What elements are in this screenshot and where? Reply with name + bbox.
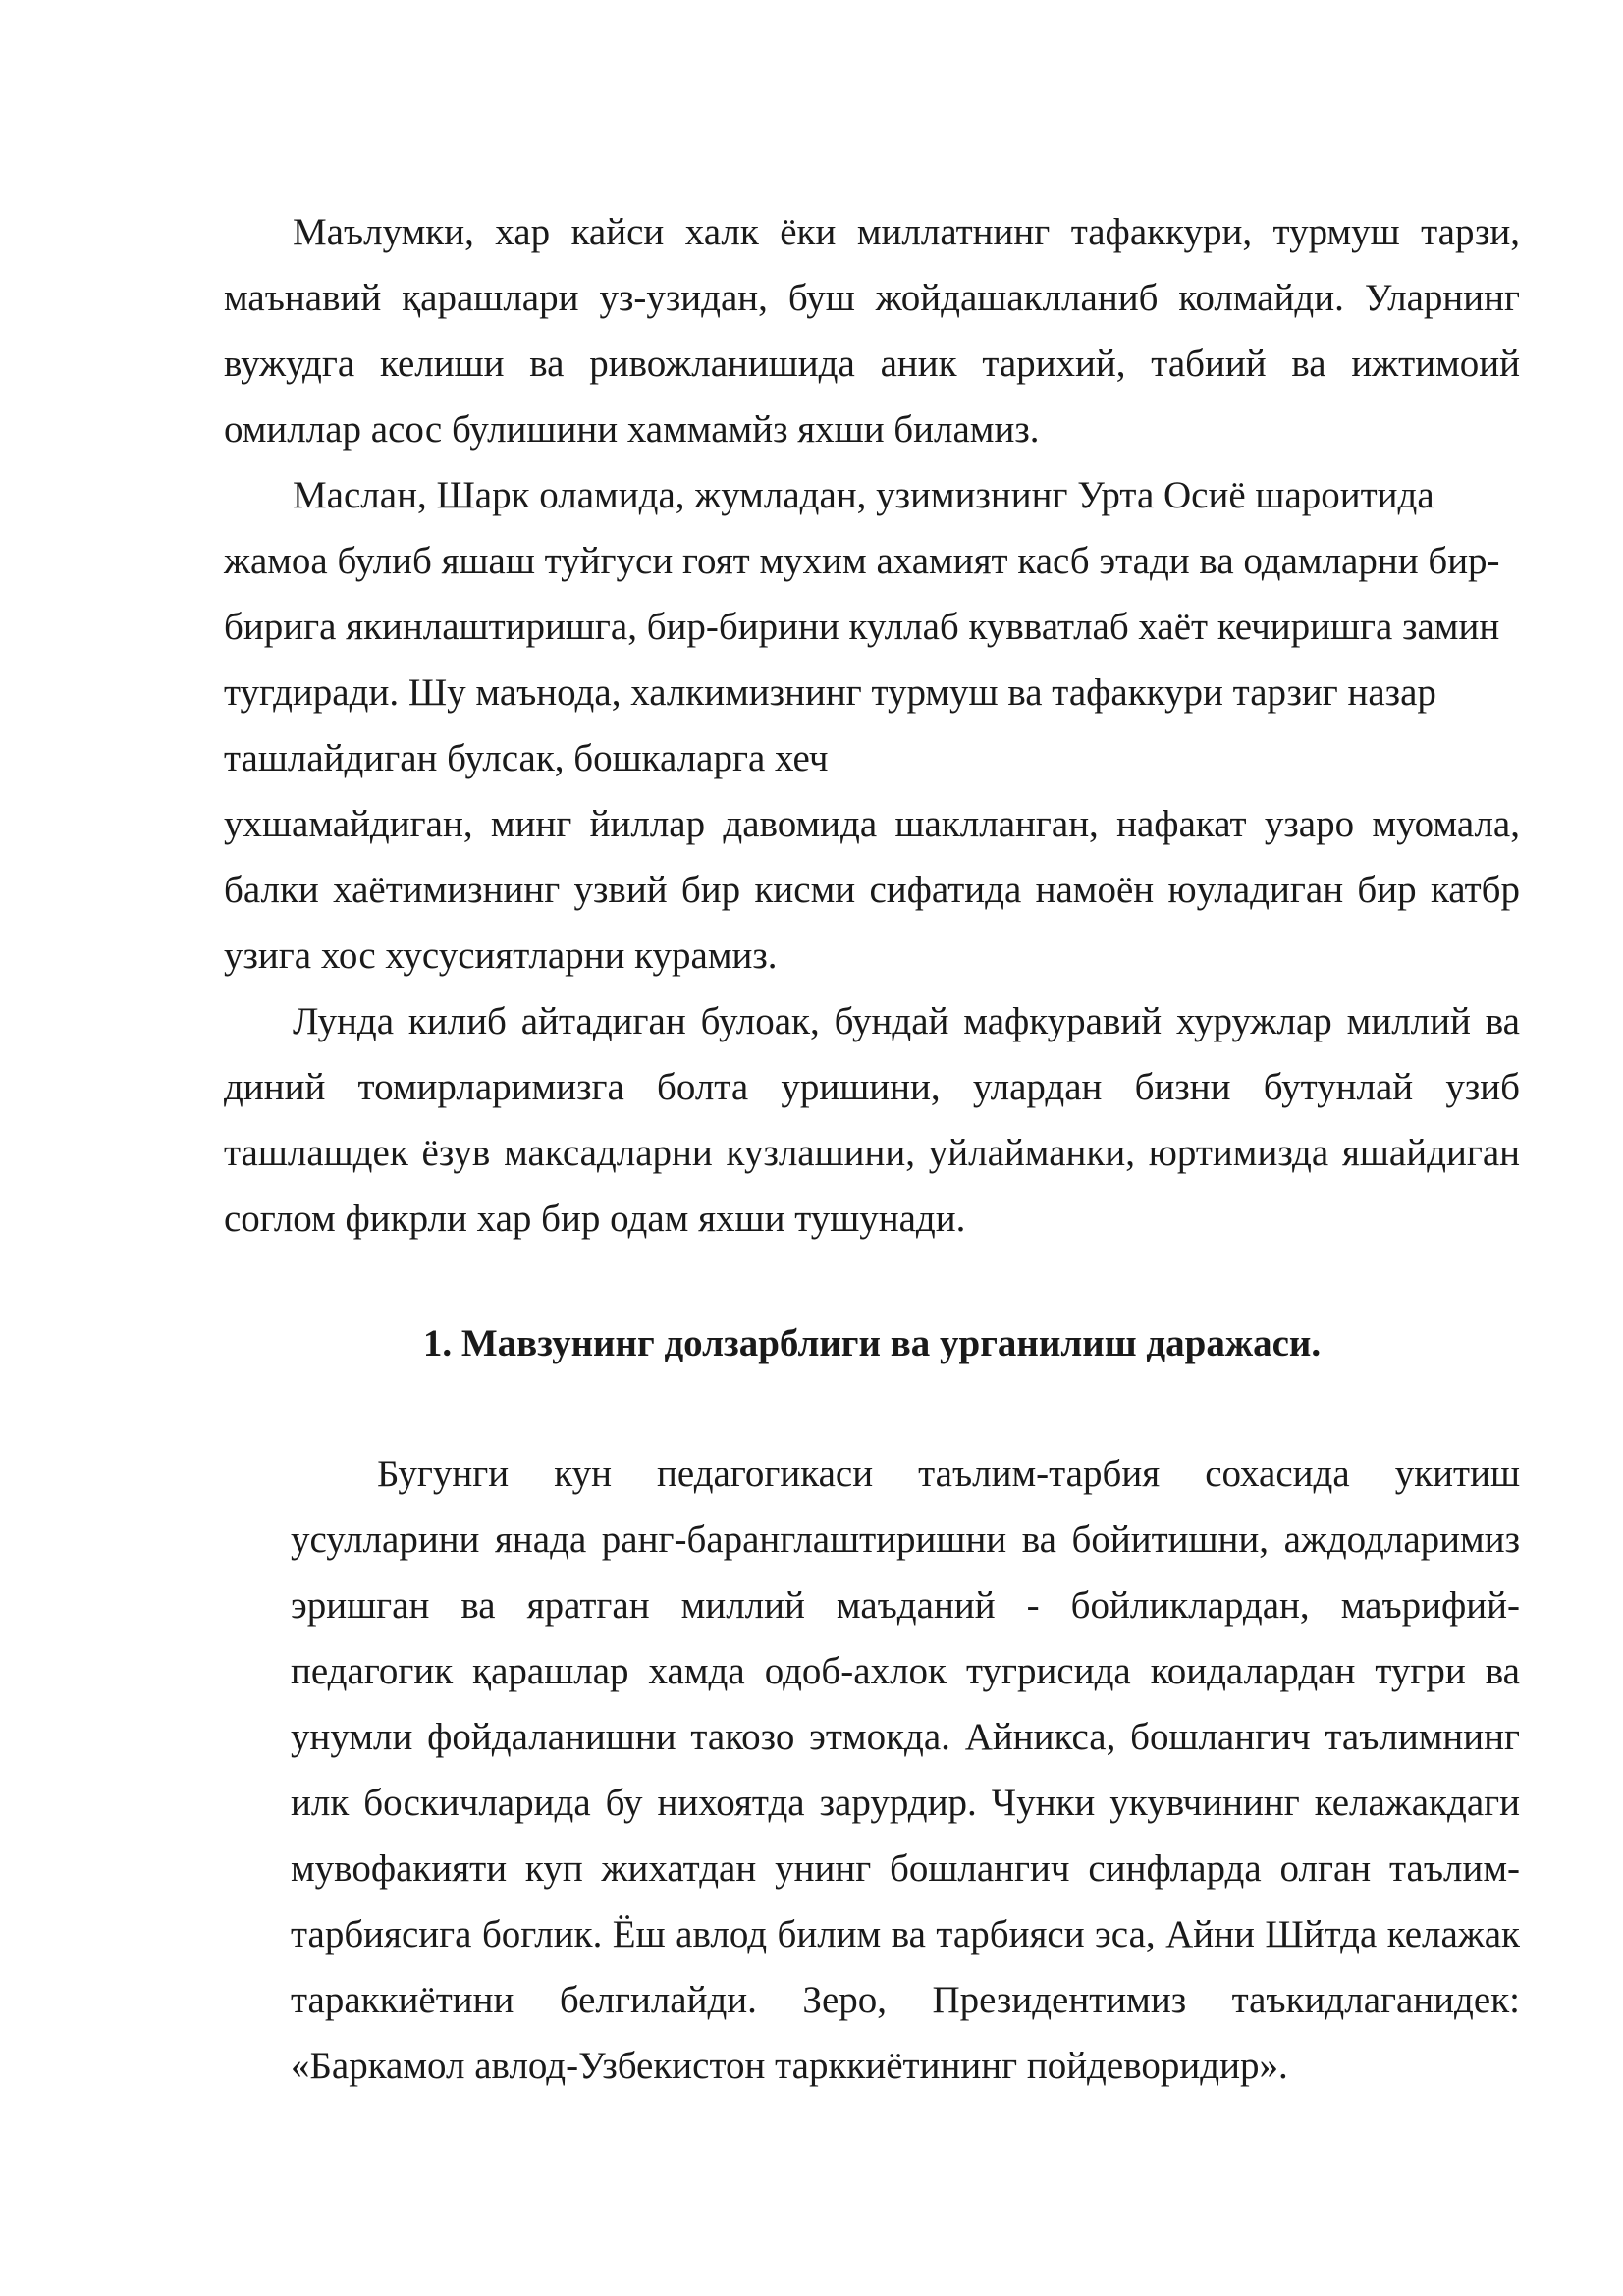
paragraph-4: Лунда килиб айтадиган булоак, бундай мафкуравий хуружлар миллий ва диний томирларимизга болта уришини, улардан бизни бутунлай узиб ташлашдек ёзув максадларни кузлашини, уйлайманки, юртимизда яшайдиган соглом фикрли хар бир одам яхши тушунади.	[224, 1000, 1520, 1240]
section-paragraph-1: Бугунги кун педагогикаси таълим-тарбия сохасида укитиш усулларини янада ранг-баранглаштиришни ва бойитишни, аждодларимиз эришган ва яратган миллий маъданий - бойликлардан, маърифий-педагогик қарашлар хамда одоб-ахлок тугрисида коидалардан тугри ва унумли фойдаланишни такозо этмокда. Айникса, бошлангич таълимнинг илк боскичларида бу нихоятда зарурдир. Чунки укувчининг келажакдаги мувофакияти куп жихатдан унинг бошлангич синфларда олган таълим-тарбиясига боглик. Ёш авлод билим ва тарбияси эса, Айни Шйтда келажак тараккиётини белгилайди. Зеро, Президентимиз таъкидлаганидек: «Баркамол авлод-Узбекистон тарккиётининг пойдеворидир».	[291, 1453, 1520, 2087]
paragraph-1: Маълумки, хар кайси халк ёки миллатнинг тафаккури, турмуш тарзи, маънавий қарашлари уз-узидан, буш жойдашаклланиб колмайди. Уларнинг вужудга келиши ва ривожланишида аник тарихий, табиий ва ижтимоий омиллар асос булишини хаммамйз яхши биламиз.	[224, 211, 1520, 451]
paragraph-3: ухшамайдиган, минг йиллар давомида шаклланган, нафакат узаро муомала, балки хаётимизнинг узвий бир кисми сифатида намоён юуладиган бир катбр узига хос хусусиятларни курамиз.	[224, 803, 1520, 977]
section-heading: 1. Мавзунинг долзарблиги ва урганилиш даражаси.	[422, 1322, 1322, 1364]
intro-text	[224, 199, 1520, 1252]
paragraph-2: Маслан, Шарк оламида, жумладан, узимизнинг Урта Осиё шароитида жамоа булиб яшаш туйгуси гоят мухим ахамият касб этади ва одамларни бир-бирига якинлаштиришга, бир-бирини куллаб кувватлаб хаёт кечиришга замин тугдиради. Шу маънода, халкимизнинг турмуш ва тафаккури тарзиг назар ташлайдиган булсак, бошкаларга хеч	[224, 474, 1500, 779]
section-text	[291, 1441, 1520, 2099]
